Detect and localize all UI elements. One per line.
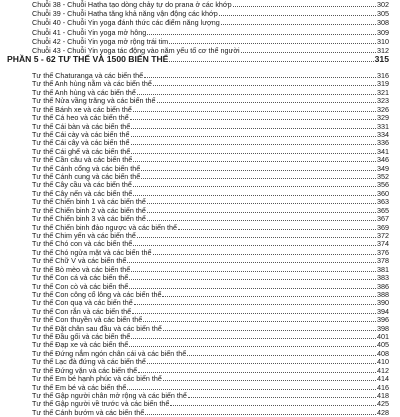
toc-entry-page-number: 372 <box>377 230 389 240</box>
toc-entry-page-number: 346 <box>377 155 389 165</box>
dot-leader <box>137 89 376 95</box>
dot-leader <box>133 240 376 246</box>
toc-entry-title: Tư thế Con cò và các biến thể <box>32 281 129 291</box>
toc-entry-page-number: 390 <box>377 298 389 308</box>
toc-entry-title: Chuỗi 40 - Chuỗi Yin yoga đánh thức các điểm năng lượng <box>32 18 220 28</box>
dot-leader <box>127 257 376 263</box>
toc-pose-entry <box>32 114 389 122</box>
part-title: PHẦN 5 - 62 TƯ THẾ VÀ 1500 BIẾN THỂ <box>7 54 169 64</box>
toc-entry-title: Tư thế Anh hùng nằm và các biến thể <box>32 79 152 89</box>
toc-entry-page-number: 408 <box>377 348 389 358</box>
toc-entry-title: Tư thế Chó con và các biến thể <box>32 239 133 249</box>
dot-leader <box>145 409 376 415</box>
toc-entry-title: Tư thế Anh hùng và các biến thể <box>32 87 136 97</box>
dot-leader <box>129 274 376 280</box>
toc-entry-page-number: 414 <box>377 374 389 384</box>
dot-leader <box>134 299 376 305</box>
dot-leader <box>131 123 376 129</box>
toc-entry-title: Tư thế Chaturanga và các biến thể <box>32 71 144 80</box>
toc-entry-title: Tư thế Con rắn và các biến thể <box>32 306 132 316</box>
toc-entry-title: Tư thế Cánh cung và các biến thể <box>32 172 141 182</box>
toc-entry-title: Tư thế Lạc đà đứng và các biến thể <box>32 357 146 367</box>
toc-entry-page-number: 412 <box>377 365 389 375</box>
toc-entry-title: Tư thế Bánh xe và các biến thể <box>32 104 132 114</box>
toc-entry-page-number: 308 <box>377 18 389 28</box>
toc-entry-title: Tư thế Chiến binh đảo ngược và các biến thể <box>32 222 177 232</box>
toc-entry-title: Tư thế Cây cầu và các biến thể <box>32 180 132 190</box>
toc-entry-page-number: 312 <box>377 46 389 55</box>
toc-entry-page-number: 386 <box>377 281 389 291</box>
dot-leader <box>141 165 376 171</box>
toc-entry-page-number: 410 <box>377 357 389 367</box>
toc-entry-page-number: 365 <box>377 205 389 215</box>
toc-entry-page-number: 376 <box>377 247 389 257</box>
dot-leader <box>133 181 376 187</box>
toc-entry-title: Tư thế Đạp xe và các biến thể <box>32 340 129 350</box>
toc-entry-page-number: 369 <box>377 222 389 232</box>
toc-entry-title: Tư thế Nửa vầng trăng và các biến thể <box>32 96 156 106</box>
toc-sequence-entry <box>32 19 389 27</box>
toc-pose-entry <box>32 400 389 408</box>
toc-entry-page-number: 374 <box>377 239 389 249</box>
dot-leader <box>129 283 376 289</box>
dot-leader <box>133 190 376 196</box>
part-heading <box>7 54 389 64</box>
toc-entry-title: Tư thế Cá heo và các biến thể <box>32 113 129 123</box>
toc-entry-title: Tư thế Bò mèo và các biến thể <box>32 264 131 274</box>
dot-leader <box>143 316 376 322</box>
dot-leader <box>147 198 376 204</box>
toc-entry-page-number: 378 <box>377 256 389 266</box>
toc-entry-page-number: 394 <box>377 306 389 316</box>
dot-leader <box>131 266 376 272</box>
toc-entry-page-number: 316 <box>377 71 389 80</box>
toc-entry-title: Tư thế Đứng vặn và các biến thể <box>32 365 138 375</box>
dot-leader <box>132 308 376 314</box>
dot-leader <box>129 341 376 347</box>
toc-entry-page-number: 336 <box>377 138 389 148</box>
toc-entry-page-number: 323 <box>377 96 389 106</box>
dot-leader <box>131 131 377 137</box>
toc-entry-title: Tư thế Đầu gối và các biến thể <box>32 332 131 342</box>
dot-leader <box>147 207 376 213</box>
toc-entry-page-number: 381 <box>377 264 389 274</box>
toc-entry-page-number: 360 <box>377 188 389 198</box>
toc-entry-page-number: 326 <box>377 104 389 114</box>
toc-entry-title: Chuỗi 41 - Chuỗi Yin yoga mở hông <box>32 27 147 37</box>
dot-leader <box>138 367 376 373</box>
toc-entry-page-number: 334 <box>377 129 389 139</box>
dot-leader <box>241 47 376 53</box>
toc-entry-title: Tư thế Gập người chân mở rộng và các biến thể <box>32 390 187 400</box>
toc-entry-title: Chuỗi 42 - Chuỗi Yin yoga mở rộng trái tim <box>32 36 169 46</box>
toc-entry-title: Tư thế Chim yến và các biến thể <box>32 230 136 240</box>
dot-leader <box>130 114 376 120</box>
toc-pose-entry <box>32 156 389 164</box>
dot-leader <box>221 19 376 25</box>
dot-leader <box>147 215 376 221</box>
toc-entry-page-number: 305 <box>377 9 389 19</box>
dot-leader <box>131 139 377 145</box>
toc-entry-title: Tư thế Chiến binh 1 và các biến thể <box>32 197 146 207</box>
dot-leader <box>157 97 377 103</box>
toc-entry-title: Tư thế Cần câu và các biến thể <box>32 155 133 165</box>
toc-entry-page-number: 401 <box>377 332 389 342</box>
dot-leader <box>163 375 376 381</box>
toc-entry-title: Tư thế Cái cày và các biến thể <box>32 129 130 139</box>
toc-entry-title: Tư thế Chó ngửa mặt và các biến thể <box>32 247 152 257</box>
toc-sequence-entry <box>32 1 389 9</box>
dot-leader <box>131 148 376 154</box>
toc-entry-title: Tư thế Con công cổ lông và các biến thể <box>32 289 162 299</box>
toc-entry-page-number: 416 <box>377 382 389 392</box>
dot-leader <box>141 173 376 179</box>
toc-pose-entry <box>32 316 389 324</box>
toc-entry-title: Tư thế Cái cây và các biến thể <box>32 138 130 148</box>
toc-entry-page-number: 310 <box>377 36 389 46</box>
toc-entry-title: Tư thế Cây nến và các biến thể <box>32 188 133 198</box>
dot-leader <box>219 10 376 16</box>
dot-leader <box>131 333 376 339</box>
toc-entry-page-number: 396 <box>377 315 389 325</box>
dot-leader <box>153 80 376 86</box>
dot-leader <box>170 400 376 406</box>
toc-entry-page-number: 321 <box>377 87 389 97</box>
toc-entry-page-number: 309 <box>377 27 389 37</box>
part-page-number: 315 <box>374 54 389 64</box>
dot-leader <box>144 72 376 78</box>
dot-leader <box>233 1 376 7</box>
toc-entry-title: Tư thế Đặt chân sau đầu và các biến thể <box>32 323 162 333</box>
toc-entry-page-number: 341 <box>377 146 389 156</box>
toc-entry-title: Tư thế Cái bàn và các biến thể <box>32 121 131 131</box>
toc-entry-page-number: 425 <box>377 399 389 409</box>
toc-entry-page-number: 329 <box>377 113 389 123</box>
dot-leader <box>147 358 376 364</box>
toc-entry-page-number: 405 <box>377 340 389 350</box>
toc-pose-entry <box>32 274 389 282</box>
dot-leader <box>147 29 376 35</box>
toc-entry-title: Chuỗi 39 - Chuỗi Hatha tăng khả năng vận động các khớp <box>32 9 218 19</box>
dot-leader <box>137 232 376 238</box>
toc-entry-page-number: 356 <box>377 180 389 190</box>
toc-entry-title: Tư thế Em bé hạnh phúc và các biến thể <box>32 374 162 384</box>
toc-sequence-entry <box>32 29 389 37</box>
toc-entry-page-number: 398 <box>377 323 389 333</box>
toc-entry-title: Tư thế Gập người về trước và các biến thể <box>32 399 170 409</box>
toc-pose-entry <box>32 215 389 223</box>
toc-entry-title: Tư thế Con cá và các biến thể <box>32 273 129 283</box>
dot-leader <box>133 106 376 112</box>
toc-entry-page-number: 367 <box>377 214 389 224</box>
dot-leader <box>163 325 376 331</box>
toc-pose-entry <box>32 409 389 417</box>
toc-entry-title: Tư thế Em bé và các biến thể <box>32 382 127 392</box>
toc-entry-title: Tư thế Con quạ và các biến thể <box>32 298 133 308</box>
toc-entry-title: Tư thế Cánh bướm và các biến thể <box>32 407 145 417</box>
toc-entry-title: Chuỗi 43 - Chuỗi Yin yoga tác động vào năm yếu tố cơ thể người <box>32 46 240 55</box>
dot-leader <box>127 384 376 390</box>
dot-leader <box>169 38 376 44</box>
toc-entry-page-number: 388 <box>377 289 389 299</box>
toc-entry-page-number: 331 <box>377 121 389 131</box>
toc-entry-title: Tư thế Cánh cổng và các biến thể <box>32 163 141 173</box>
toc-sequence-entry <box>32 38 389 46</box>
dot-leader <box>162 291 376 297</box>
toc-entry-page-number: 428 <box>377 407 389 417</box>
dot-leader <box>153 249 377 255</box>
toc-entry-page-number: 319 <box>377 79 389 89</box>
dot-leader <box>187 350 376 356</box>
toc-entry-title: Tư thế Con thuyền và các biến thể <box>32 315 143 325</box>
toc-entry-page-number: 302 <box>377 0 389 9</box>
toc-entry-title: Tư thế Chiến binh 2 và các biến thể <box>32 205 146 215</box>
toc-entry-title: Tư thế Chữ V và các biến thể <box>32 256 127 266</box>
dot-leader <box>188 392 376 398</box>
toc-entry-page-number: 383 <box>377 273 389 283</box>
toc-entry-title: Tư thế Đứng nắm ngón chân cái và các biến thể <box>32 348 187 358</box>
dot-leader <box>133 156 376 162</box>
toc-entry-title: Tư thế Chiến binh 3 và các biến thể <box>32 214 146 224</box>
dot-leader <box>178 224 376 230</box>
toc-entry-page-number: 349 <box>377 163 389 173</box>
toc-entry-page-number: 363 <box>377 197 389 207</box>
toc-pose-entry <box>32 375 389 383</box>
toc-entry-page-number: 352 <box>377 172 389 182</box>
toc-entry-page-number: 418 <box>377 390 389 400</box>
dot-leader <box>169 55 373 62</box>
toc-entry-title: Tư thế Cái ghế và các biến thể <box>32 146 131 156</box>
toc-entry-title: Chuỗi 38 - Chuỗi Hatha tạo dòng chảy tự do prana ở các khớp <box>32 0 232 9</box>
toc-sequence-entry <box>32 10 389 18</box>
